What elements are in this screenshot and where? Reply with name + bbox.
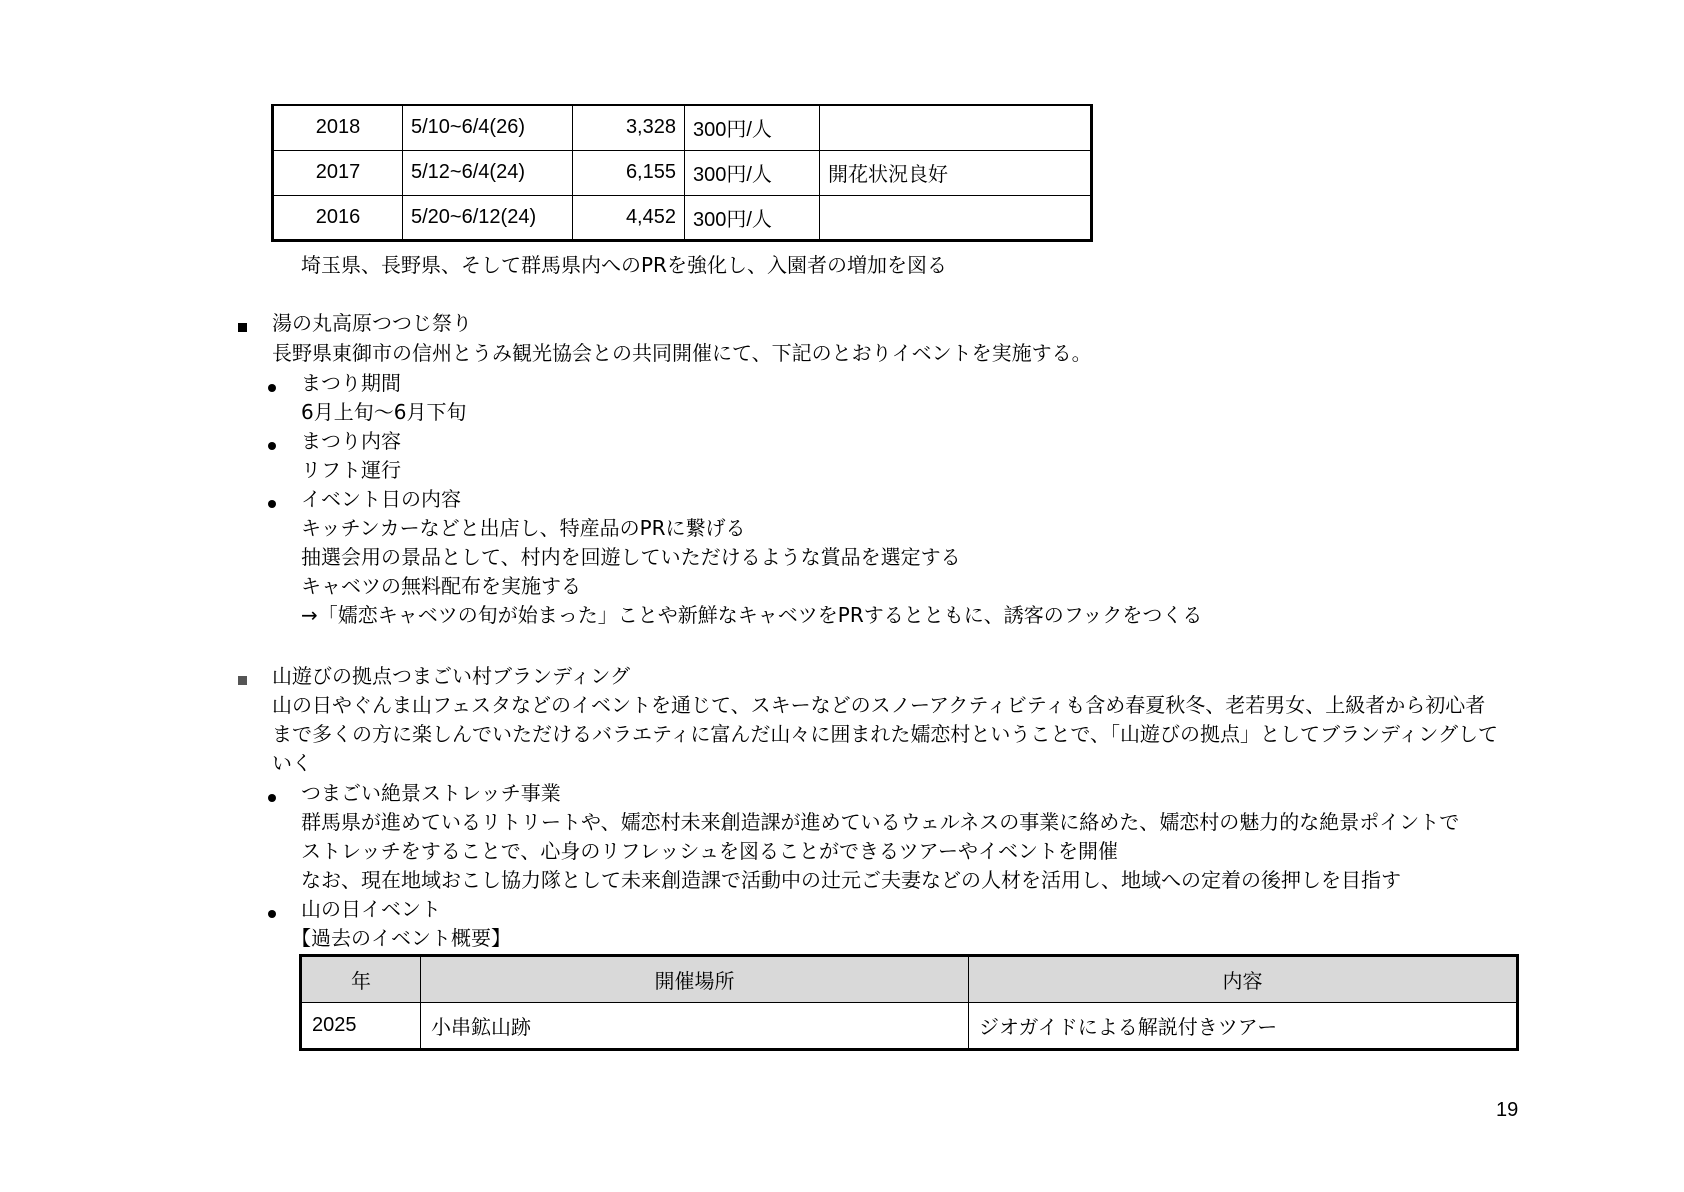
table-row [273,105,1092,150]
item-line: なお、現在地域おこし協力隊として未来創造課で活動中の辻元ご夫妻などの人材を活用し、地域への定着の後押しを目指す [301,868,1401,892]
bullet-dot-icon [268,442,276,450]
header-year: 年 [301,956,421,1003]
count-cell: 3,328 [573,105,685,150]
item-line: →「嬬恋キャベツの旬が始まった」ことや新鮮なキャベツをPRするとともに、誘客のフックをつくる [301,603,1203,627]
section-intro: 山の日やぐんま山フェスタなどのイベントを通じて、スキーなどのスノーアクティビティも含め春夏秋冬、老若男女、上級者から初心者 [272,693,1486,717]
count-cell: 4,452 [573,195,685,240]
item-line: リフト運行 [301,458,401,482]
note-cell: 開花状況良好 [820,150,1092,195]
square-bullet-icon [238,323,247,332]
bullet-dot-icon [268,794,276,802]
page-number: 19 [1496,1099,1519,1121]
item-heading: つまごい絶景ストレッチ事業 [301,781,561,805]
item-heading: まつり内容 [301,429,401,453]
fee-cell: 300円/人 [685,150,820,195]
section-title: 湯の丸高原つつじ祭り [272,311,472,335]
visitor-table [271,104,1093,242]
header-place: 開催場所 [421,956,969,1003]
table-row [273,195,1092,240]
count-cell: 6,155 [573,150,685,195]
section-intro: いく [272,751,312,775]
table-footnote: 埼玉県、長野県、そして群馬県内へのPRを強化し、入園者の増加を図る [301,253,947,277]
period-cell: 5/20~6/12(24) [403,195,573,240]
section-intro: 長野県東御市の信州とうみ観光協会との共同開催にて、下記のとおりイベントを実施する。 [272,341,1092,365]
fee-cell: 300円/人 [685,105,820,150]
table-header-row [301,956,1518,1003]
section-title: 山遊びの拠点つまごい村ブランディング [272,664,630,688]
year-cell: 2025 [301,1003,421,1050]
note-cell [820,105,1092,150]
year-cell: 2018 [273,105,403,150]
period-cell: 5/12~6/4(24) [403,150,573,195]
bullet-dot-icon [268,910,276,918]
section-intro: まで多くの方に楽しんでいただけるバラエティに富んだ山々に囲まれた嬬恋村ということで、「山遊びの拠点」としてブランディングして [272,722,1498,746]
item-heading: 山の日イベント [301,897,441,921]
period-cell: 5/10~6/4(26) [403,105,573,150]
note-cell [820,195,1092,240]
item-line: 6月上旬～6月下旬 [301,400,467,424]
item-heading: まつり期間 [301,371,401,395]
item-line: 【過去のイベント概要】 [291,926,511,950]
year-cell: 2016 [273,195,403,240]
bullet-dot-icon [268,384,276,392]
fee-cell: 300円/人 [685,195,820,240]
item-line: 群馬県が進めているリトリートや、嬬恋村未来創造課が進めているウェルネスの事業に絡めた、嬬恋村の魅力的な絶景ポイントで [301,810,1460,834]
header-content: 内容 [969,956,1518,1003]
item-line: キッチンカーなどと出店し、特産品のPRに繋げる [301,516,746,540]
year-cell: 2017 [273,150,403,195]
square-bullet-icon [238,676,247,685]
place-cell: 小串鉱山跡 [421,1003,969,1050]
item-line: キャベツの無料配布を実施する [301,574,581,598]
bullet-dot-icon [268,500,276,508]
table-row [273,150,1092,195]
table-row [301,1003,1518,1050]
content-cell: ジオガイドによる解説付きツアー [969,1003,1518,1050]
item-line: ストレッチをすることで、心身のリフレッシュを図ることができるツアーやイベントを開催 [301,839,1118,863]
event-table [299,954,1519,1051]
item-line: 抽選会用の景品として、村内を回遊していただけるような賞品を選定する [301,545,961,569]
item-heading: イベント日の内容 [301,487,461,511]
